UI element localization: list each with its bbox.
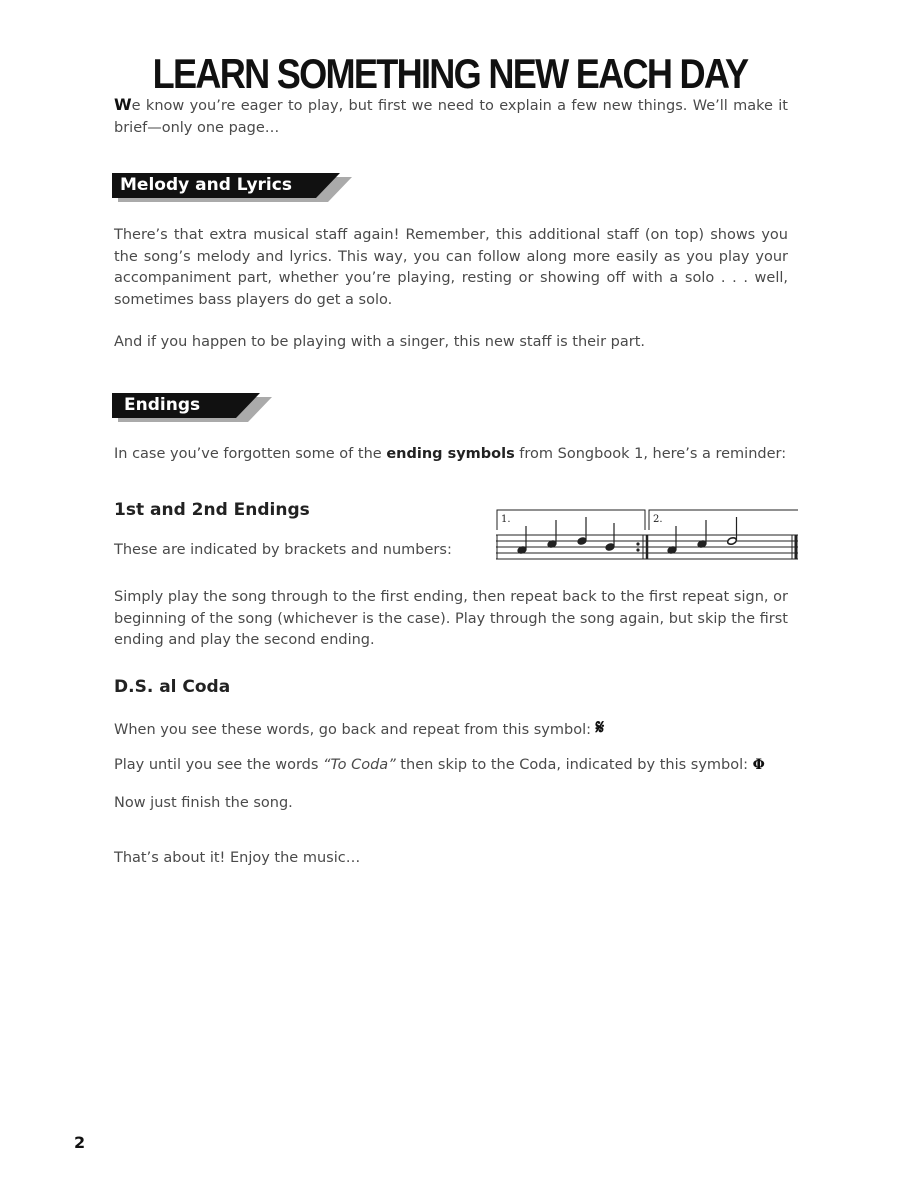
endings-intro-bold: ending symbols [386, 446, 515, 462]
endings-bracket-text: These are indicated by brackets and numbers: [114, 542, 452, 558]
drop-cap: W [114, 95, 132, 114]
ds-line-1-text: When you see these words, go back and repeat from this symbol: [114, 722, 591, 738]
endings-explanation: Simply play the song through to the first ending, then repeat back to the first repeat sign, or beginning of the song (whichever is the case). Play through the song again, but skip the first ending and play the second ending. [114, 589, 788, 648]
second-ending-number: 2. [653, 514, 663, 525]
section-heading-label: Melody and Lyrics [120, 175, 292, 195]
intro-text: e know you’re eager to play, but first we need to explain a few new things. We’ll make it brief—only one page… [114, 98, 788, 136]
endings-intro [114, 444, 788, 466]
endings-intro-start: In case you’ve forgotten some of the [114, 446, 387, 462]
endings-staff-figure [492, 506, 804, 564]
subheading-ds-al-coda: D.S. al Coda [114, 677, 231, 697]
subheading-endings: 1st and 2nd Endings [114, 500, 310, 520]
melody-paragraph-2: And if you happen to be playing with a singer, this new staff is their part. [114, 334, 645, 350]
ds-line-1 [114, 717, 788, 742]
page-title: LEARN SOMETHING NEW EACH DAY [152, 50, 748, 97]
closing-line: That’s about it! Enjoy the music… [114, 850, 361, 866]
to-coda-words: “To Coda” [323, 757, 396, 773]
section-heading-melody [112, 173, 352, 200]
coda-icon: Φ [752, 757, 765, 773]
ds-line-2 [114, 755, 788, 777]
melody-paragraph-1: There’s that extra musical staff again! Remember, this additional staff (on top) shows you the song’s melody and lyrics. This way, you can follow along more easily as you play your accompaniment part, whether you’re playing, resting or showing off with a solo . . . well, sometimes bass players do get a solo. [114, 227, 788, 308]
ds-line-2-start: Play until you see the words [114, 757, 324, 773]
section-heading-endings [112, 393, 272, 420]
first-ending-bracket [497, 510, 645, 530]
page-number: 2 [74, 1133, 86, 1152]
segno-icon: 𝄋 [595, 715, 605, 739]
intro-paragraph [114, 94, 788, 139]
endings-intro-end: from Songbook 1, here’s a reminder: [514, 446, 787, 462]
first-ending-number: 1. [501, 514, 511, 525]
ds-line-3: Now just finish the song. [114, 795, 293, 811]
second-ending-bracket [649, 510, 798, 530]
section-heading-label: Endings [124, 395, 201, 415]
ds-line-2-end: then skip to the Coda, indicated by this symbol: [395, 757, 749, 773]
